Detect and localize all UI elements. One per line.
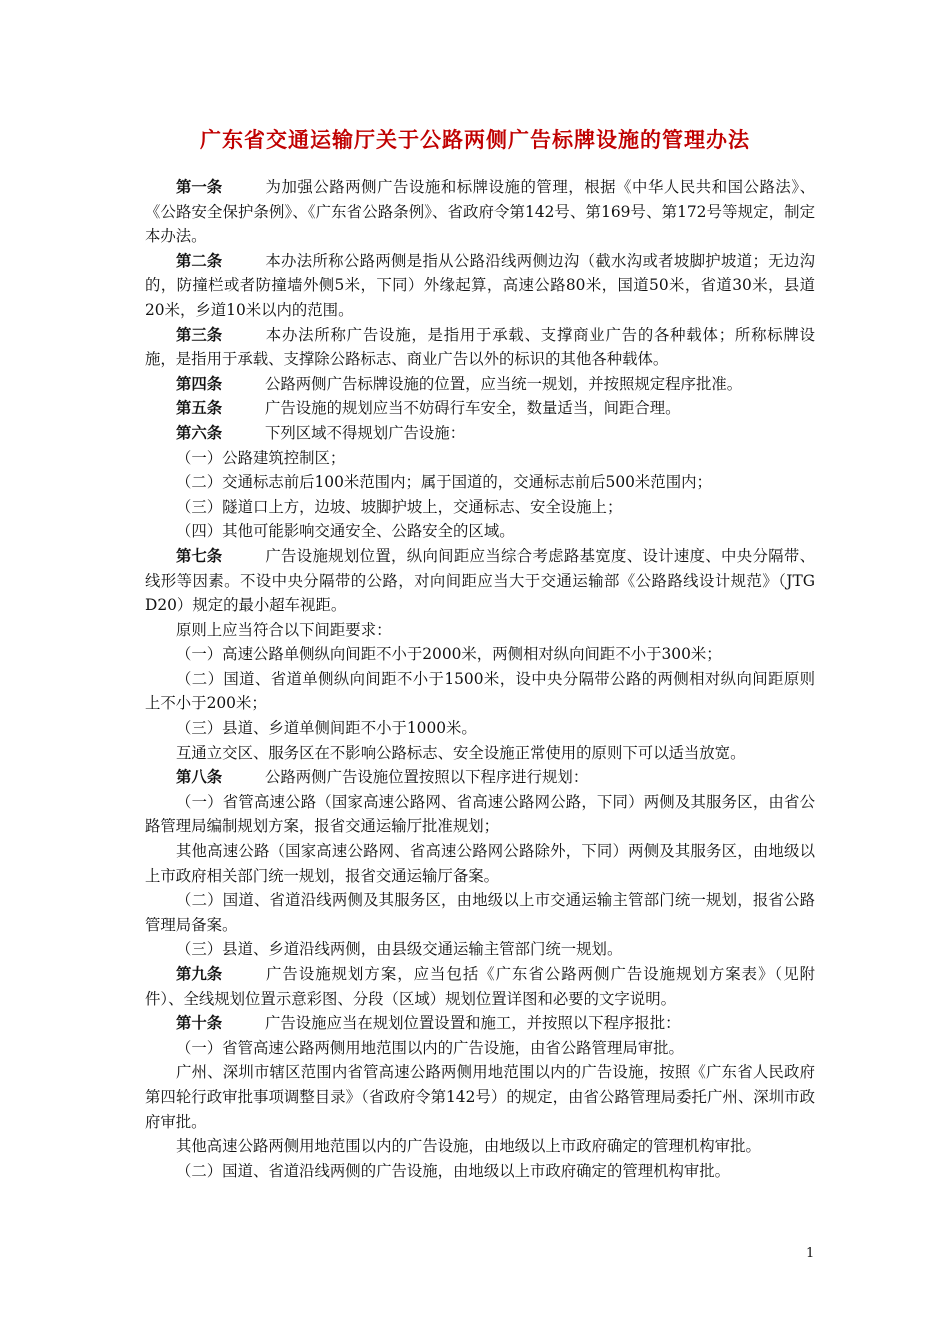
paragraph bbox=[145, 790, 815, 839]
paragraph bbox=[145, 1159, 815, 1184]
paragraph-text: （二）国道、省道沿线两侧的广告设施，由地级以上市政府确定的管理机构审批。 bbox=[176, 1161, 731, 1180]
paragraph-text: （一）公路建筑控制区； bbox=[176, 448, 346, 467]
article-number: 第九条 bbox=[176, 965, 223, 983]
paragraph-text: 广告设施的规划应当不妨碍行车安全，数量适当，间距合理。 bbox=[265, 399, 681, 418]
paragraph-text: （三）县道、乡道单侧间距不小于1000米。 bbox=[176, 719, 477, 738]
paragraph bbox=[145, 741, 815, 766]
paragraph bbox=[145, 470, 815, 495]
paragraph-text: 广告设施规划位置，纵向间距应当综合考虑路基宽度、设计速度、中央分隔带、线形等因素。不设中央分隔带的公路，对向间距应当大于交通运输部《公路路线设计规范》（JTG D20）规定的最小超车视距。 bbox=[145, 546, 815, 615]
article-number: 第六条 bbox=[176, 423, 223, 442]
paragraph-text: （一）省管高速公路两侧用地范围以内的广告设施，由省公路管理局审批。 bbox=[176, 1038, 684, 1057]
paragraph-text: （四）其他可能影响交通安全、公路安全的区域。 bbox=[176, 522, 515, 541]
paragraph-text: （三）隧道口上方，边坡、坡脚护坡上，交通标志、安全设施上； bbox=[176, 497, 623, 516]
article-number: 第四条 bbox=[176, 374, 223, 393]
paragraph-text: 互通立交区、服务区在不影响公路标志、安全设施正常使用的原则下可以适当放宽。 bbox=[176, 743, 746, 762]
article-number: 第一条 bbox=[176, 178, 223, 196]
article-number: 第二条 bbox=[176, 251, 223, 270]
paragraph-text: 广州、深圳市辖区范围内省管高速公路两侧用地范围以内的广告设施，按照《广东省人民政府第四轮行政审批事项调整目录》（省政府令第142号）的规定，由省公路管理局委托广州、深圳市政府审批。 bbox=[145, 1063, 815, 1131]
paragraph-text: 本办法所称广告设施，是指用于承载、支撑商业广告的各种载体；所称标牌设施，是指用于承载、支撑除公路标志、商业广告以外的标识的其他各种载体。 bbox=[145, 325, 815, 369]
paragraph-text: （一）高速公路单侧纵向间距不小于2000米，两侧相对纵向间距不小于300米； bbox=[176, 645, 722, 664]
paragraph bbox=[145, 642, 815, 667]
paragraph-text: 其他高速公路（国家高速公路网、省高速公路网公路除外，下同）两侧及其服务区，由地级以上市政府相关部门统一规划，报省交通运输厅备案。 bbox=[145, 842, 815, 885]
paragraph-text: 广告设施应当在规划位置设置和施工，并按照以下程序报批： bbox=[265, 1014, 681, 1033]
paragraph bbox=[145, 372, 815, 397]
paragraph bbox=[145, 765, 815, 790]
paragraph bbox=[145, 396, 815, 421]
paragraph-text: 本办法所称公路两侧是指从公路沿线两侧边沟（截水沟或者坡脚护坡道；无边沟的，防撞栏或者防撞墙外侧5米，下同）外缘起算，高速公路80米，国道50米，省道30米，县道20米，乡道10米以内的范围。 bbox=[145, 251, 815, 319]
paragraph-text: 公路两侧广告标牌设施的位置，应当统一规划，并按照规定程序批准。 bbox=[265, 374, 743, 393]
paragraph-text: 原则上应当符合以下间距要求： bbox=[176, 620, 392, 639]
article-number: 第八条 bbox=[176, 768, 223, 787]
article-number: 第五条 bbox=[176, 399, 223, 418]
paragraph-text: 公路两侧广告设施位置按照以下程序进行规划： bbox=[265, 768, 589, 787]
paragraph bbox=[145, 544, 815, 618]
paragraph-text: 为加强公路两侧广告设施和标牌设施的管理，根据《中华人民共和国公路法》、《公路安全保护条例》、《广东省公路条例》、省政府令第142号、第169号、第172号等规定，制定本办法。 bbox=[145, 178, 815, 246]
paragraph bbox=[145, 1011, 815, 1036]
paragraph bbox=[145, 618, 815, 643]
document-title: 广东省交通运输厅关于公路两侧广告标牌设施的管理办法 bbox=[200, 128, 750, 152]
paragraph-text: （二）国道、省道单侧纵向间距不小于1500米，设中央分隔带公路的两侧相对纵向间距原则上不小于200米； bbox=[145, 669, 815, 713]
paragraph bbox=[145, 962, 815, 1011]
paragraph bbox=[145, 667, 815, 716]
paragraph bbox=[145, 323, 815, 372]
paragraph-text: （三）县道、乡道沿线两侧，由县级交通运输主管部门统一规划。 bbox=[176, 940, 623, 959]
paragraph bbox=[145, 519, 815, 544]
paragraph-text: 广告设施规划方案，应当包括《广东省公路两侧广告设施规划方案表》（见附件）、全线规划位置示意彩图、分段（区域）规划位置详图和必要的文字说明。 bbox=[145, 965, 815, 1008]
paragraph bbox=[145, 446, 815, 471]
paragraph bbox=[145, 421, 815, 446]
paragraph bbox=[145, 937, 815, 962]
paragraph-text: （二）国道、省道沿线两侧及其服务区，由地级以上市交通运输主管部门统一规划，报省公路管理局备案。 bbox=[145, 891, 815, 934]
paragraph bbox=[145, 1134, 815, 1159]
paragraph-text: 其他高速公路两侧用地范围以内的广告设施，由地级以上市政府确定的管理机构审批。 bbox=[176, 1137, 761, 1156]
article-number: 第十条 bbox=[176, 1014, 223, 1033]
paragraph-text: （二）交通标志前后100米范围内；属于国道的，交通标志前后500米范围内； bbox=[176, 473, 712, 492]
paragraph bbox=[145, 1036, 815, 1061]
paragraph-text: 下列区域不得规划广告设施： bbox=[265, 423, 466, 442]
paragraph bbox=[145, 249, 815, 323]
paragraph-text: （一）省管高速公路（国家高速公路网、省高速公路网公路，下同）两侧及其服务区，由省公路管理局编制规划方案，报省交通运输厅批准规划； bbox=[145, 792, 815, 836]
paragraph bbox=[145, 839, 815, 888]
paragraph bbox=[145, 175, 815, 249]
page-number: 1 bbox=[806, 1246, 815, 1261]
paragraph bbox=[145, 888, 815, 937]
article-number: 第三条 bbox=[176, 325, 223, 344]
article-number: 第七条 bbox=[176, 546, 223, 565]
paragraph bbox=[145, 495, 815, 520]
paragraph bbox=[145, 716, 815, 741]
paragraph bbox=[145, 1060, 815, 1134]
document-body bbox=[145, 175, 815, 1183]
